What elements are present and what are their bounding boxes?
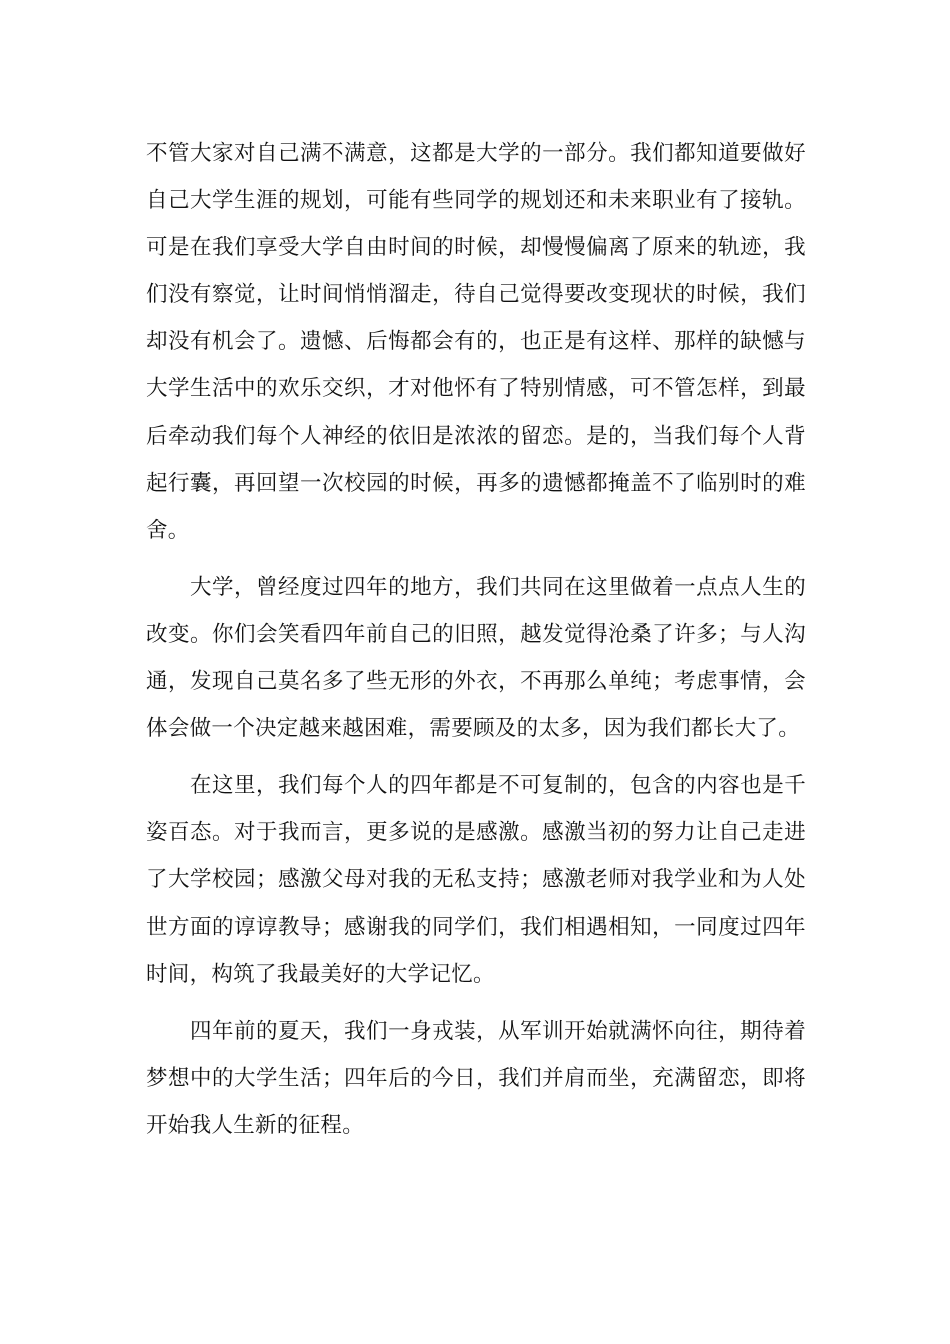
paragraph-1: 不管大家对自己满不满意，这都是大学的一部分。我们都知道要做好自己大学生涯的规划，可能有些同学的规划还和未来职业有了接轨。可是在我们享受大学自由时间的时候，却慢慢偏离了原来的轨迹，我们没有察觉，让时间悄悄溜走，待自己觉得要改变现状的时候，我们却没有机会了。遗憾、后悔都会有的，也正是有这样、那样的缺憾与大学生活中的欢乐交织，才对他怀有了特别情感，可不管怎样，到最后牵动我们每个人神经的依旧是浓浓的留恋。是的，当我们每个人背起行囊，再回望一次校园的时候，再多的遗憾都掩盖不了临别时的难舍。 bbox=[146, 141, 806, 543]
paragraph-2: 大学，曾经度过四年的地方，我们共同在这里做着一点点人生的改变。你们会笑看四年前自己的旧照，越发觉得沧桑了许多；与人沟通，发现自己莫名多了些无形的外衣，不再那么单纯；考虑事情，会体会做一个决定越来越困难，需要顾及的太多，因为我们都长大了。 bbox=[146, 574, 806, 742]
paragraph-3: 在这里，我们每个人的四年都是不可复制的，包含的内容也是千姿百态。对于我而言，更多说的是感激。感激当初的努力让自己走进了大学校园；感激父母对我的无私支持；感激老师对我学业和为人处世方面的谆谆教导；感谢我的同学们，我们相遇相知，一同度过四年时间，构筑了我最美好的大学记忆。 bbox=[146, 773, 806, 987]
document-body bbox=[146, 130, 806, 1149]
paragraph-4: 四年前的夏天，我们一身戎装，从军训开始就满怀向往，期待着梦想中的大学生活；四年后的今日，我们并肩而坐，充满留恋，即将开始我人生新的征程。 bbox=[146, 1018, 806, 1138]
